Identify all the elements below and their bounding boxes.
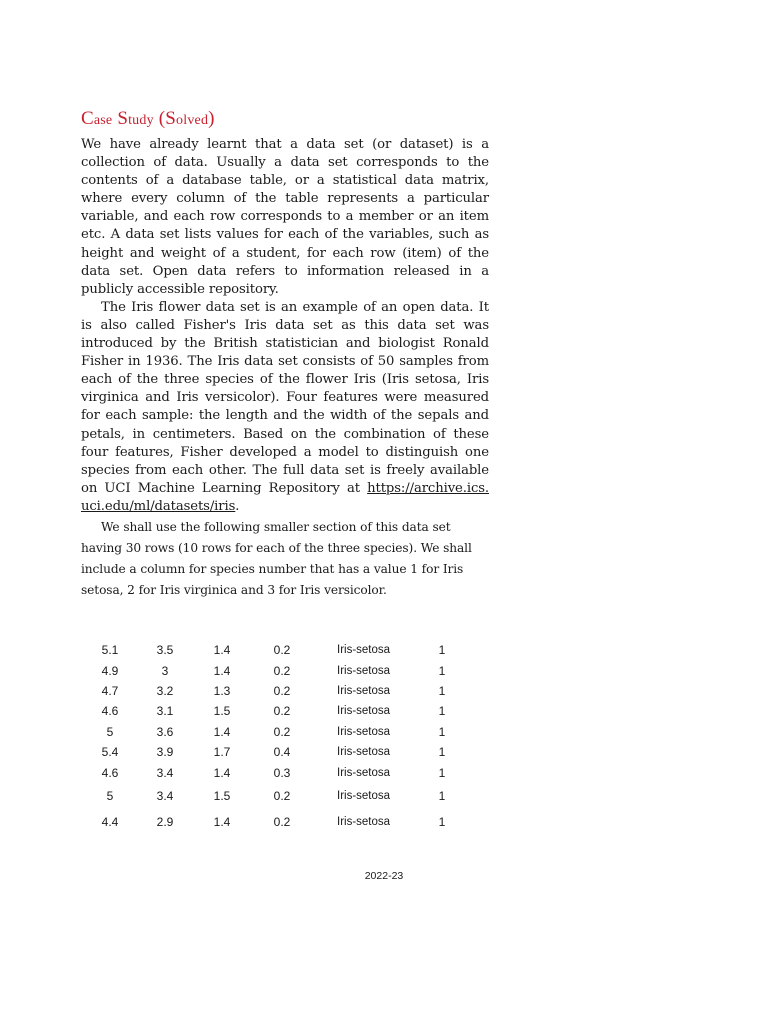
sepal-length-cell: 5 <box>106 788 114 803</box>
iris-data-table <box>81 640 467 835</box>
species-cell: Iris-setosa <box>337 766 391 779</box>
sepal-width-cell: 3.4 <box>156 765 174 780</box>
petal-width-cell: 0.4 <box>273 745 291 760</box>
petal-length-cell: 1.3 <box>213 683 231 698</box>
sepal-length-cell: 4.4 <box>101 814 119 829</box>
iris-description-text: The Iris flower data set is an example of an open data. It is also called Fisher's Iris data set as this data set was introduced by the British statistician and biologist Ronald Fisher in 1936. The Iris data set consists of 50 samples from each of the three species of the flower Iris (Iris setosa, Iris virginica and Iris versicolor). Four features were measured for each sample: the length and the width of the sepals and petals, in centimeters. Based on the combination of these four features, Fisher developed a model to distinguish one species from each other. The full data set is freely available on UCI Machine Learning Repository at <box>81 299 489 496</box>
iris-data-table-wrapper <box>81 640 481 835</box>
table-row <box>81 762 467 782</box>
sepal-length-cell: 4.7 <box>101 683 119 698</box>
heading-initial-s: S <box>117 108 129 129</box>
petal-length-cell: 1.4 <box>213 663 231 678</box>
species-number-cell: 1 <box>438 788 446 803</box>
sepal-width-cell: 3.9 <box>156 745 174 760</box>
heading-word-ase: ase <box>93 113 113 128</box>
species-number-cell: 1 <box>438 745 446 760</box>
sepal-width-cell: 3 <box>161 663 169 678</box>
table-row <box>81 640 467 660</box>
species-cell: Iris-setosa <box>337 746 391 759</box>
table-row <box>81 783 467 809</box>
paragraph-iris-description <box>81 299 489 516</box>
species-cell: Iris-setosa <box>337 815 391 828</box>
petal-length-cell: 1.5 <box>213 704 231 719</box>
uci-link-part-1[interactable]: https://archive.ics. <box>367 480 490 496</box>
petal-width-cell: 0.3 <box>273 765 291 780</box>
sepal-width-cell: 3.6 <box>156 724 174 739</box>
table-row <box>81 809 467 835</box>
petal-length-cell: 1.4 <box>213 643 231 658</box>
petal-length-cell: 1.4 <box>213 814 231 829</box>
uci-link-part-2[interactable]: uci.edu/ml/datasets/iris <box>81 498 236 514</box>
document-body <box>81 108 489 601</box>
petal-width-cell: 0.2 <box>273 814 291 829</box>
iris-table-body <box>81 640 467 835</box>
petal-width-cell: 0.2 <box>273 704 291 719</box>
sepal-length-cell: 4.6 <box>101 704 119 719</box>
petal-width-cell: 0.2 <box>273 683 291 698</box>
sepal-length-cell: 5.1 <box>101 643 119 658</box>
table-row <box>81 722 467 742</box>
page-footer <box>0 870 768 882</box>
petal-length-cell: 1.5 <box>213 788 231 803</box>
sepal-width-cell: 2.9 <box>156 814 174 829</box>
paragraph-dataset-intro: We have already learnt that a data set (or dataset) is a collection of data. Usually a data set corresponds to the contents of a database table, or a statistical data matrix, where every column of the table represents a particular variable, and each row corresponds to a member or an item etc. A data set lists values for each of the variables, such as height and weight of a student, for each row (item) of the data set. Open data refers to information released in a publicly accessible repository. <box>81 137 489 297</box>
species-cell: Iris-setosa <box>337 684 391 697</box>
petal-length-cell: 1.4 <box>213 765 231 780</box>
sepal-length-cell: 5 <box>106 724 114 739</box>
sepal-length-cell: 5.4 <box>101 745 119 760</box>
heading-word-olved: olved <box>176 113 209 128</box>
species-cell: Iris-setosa <box>337 789 391 802</box>
paragraph-smaller-section: We shall use the following smaller section of this data set having 30 rows (10 rows for each of the three species). We shall include a column for species number that has a value 1 for Iris setosa, 2 for Iris virginica and 3 for Iris versicolor. <box>81 519 472 597</box>
petal-width-cell: 0.2 <box>273 724 291 739</box>
sepal-width-cell: 3.1 <box>156 704 174 719</box>
petal-width-cell: 0.2 <box>273 663 291 678</box>
species-number-cell: 1 <box>438 643 446 658</box>
species-number-cell: 1 <box>438 683 446 698</box>
species-number-cell: 1 <box>438 704 446 719</box>
heading-close-paren: ) <box>208 108 215 129</box>
heading-initial-paren-s: (S <box>158 108 177 129</box>
petal-width-cell: 0.2 <box>273 643 291 658</box>
heading-initial-c: C <box>81 108 94 129</box>
species-number-cell: 1 <box>438 814 446 829</box>
species-cell: Iris-setosa <box>337 725 391 738</box>
sepal-length-cell: 4.6 <box>101 765 119 780</box>
species-number-cell: 1 <box>438 663 446 678</box>
petal-width-cell: 0.2 <box>273 788 291 803</box>
table-row <box>81 742 467 762</box>
species-cell: Iris-setosa <box>337 664 391 677</box>
species-cell: Iris-setosa <box>337 705 391 718</box>
table-row <box>81 681 467 701</box>
species-cell: Iris-setosa <box>337 644 391 657</box>
table-row <box>81 660 467 680</box>
sepal-width-cell: 3.4 <box>156 788 174 803</box>
sepal-width-cell: 3.2 <box>156 683 174 698</box>
footer-year: 2022-23 <box>364 870 404 882</box>
petal-length-cell: 1.4 <box>213 724 231 739</box>
species-number-cell: 1 <box>438 724 446 739</box>
sepal-length-cell: 4.9 <box>101 663 119 678</box>
species-number-cell: 1 <box>438 765 446 780</box>
table-row <box>81 701 467 721</box>
heading-word-tudy: tudy <box>128 113 154 128</box>
sepal-width-cell: 3.5 <box>156 643 174 658</box>
section-heading <box>81 108 489 130</box>
iris-description-end: . <box>235 498 240 514</box>
petal-length-cell: 1.7 <box>213 745 231 760</box>
